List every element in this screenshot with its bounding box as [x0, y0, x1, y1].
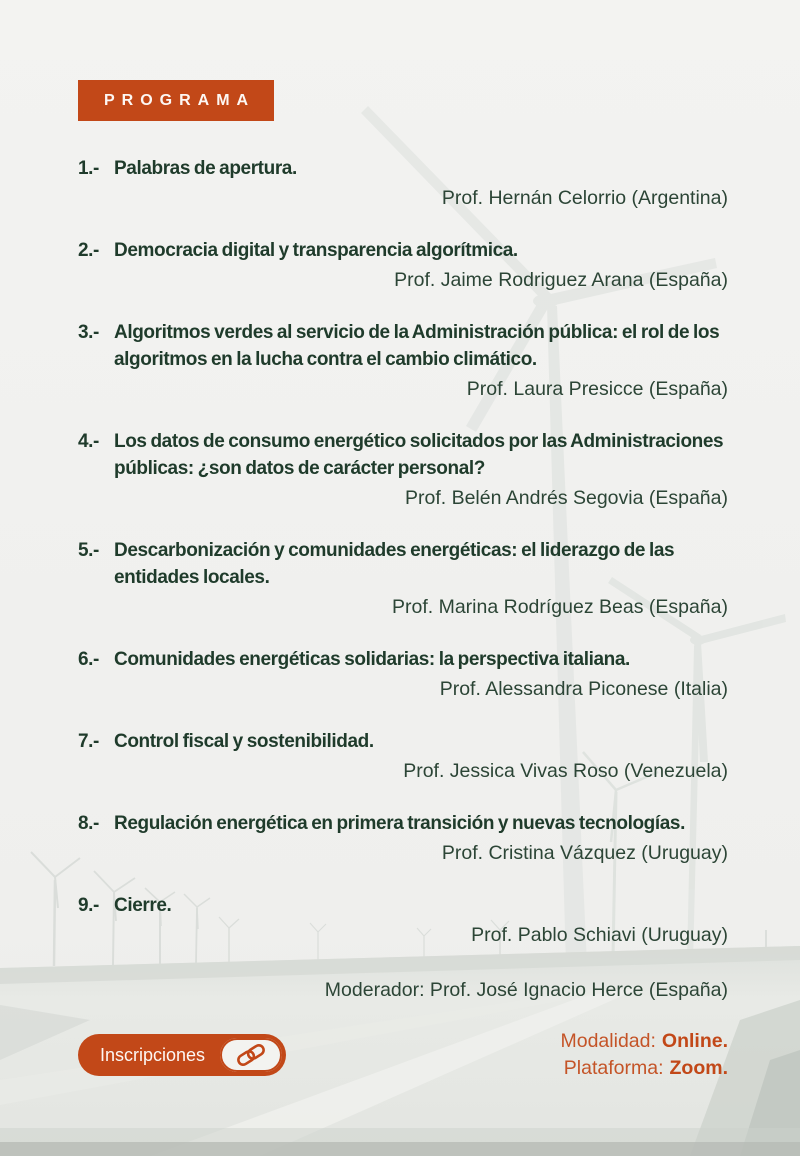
- modality-info: [561, 1028, 729, 1082]
- item-number: 3.-: [78, 322, 99, 343]
- modality-value: Online.: [661, 1030, 728, 1052]
- item-number: 8.-: [78, 813, 99, 834]
- link-icon-pill: [220, 1038, 282, 1072]
- platform-value: Zoom.: [669, 1057, 728, 1079]
- footer-row: [78, 1028, 728, 1082]
- item-title: [78, 155, 728, 182]
- program-item-2: [78, 237, 728, 294]
- program-item-1: [78, 155, 728, 212]
- item-speaker: Prof. Cristina Vázquez (Uruguay): [441, 842, 728, 864]
- program-item-8: [78, 810, 728, 867]
- item-title-text: Palabras de apertura.: [114, 158, 297, 179]
- item-number: 6.-: [78, 649, 99, 670]
- item-speaker: Prof. Marina Rodríguez Beas (España): [392, 596, 728, 618]
- item-title-text: Control fiscal y sostenibilidad.: [114, 731, 374, 752]
- item-title: [78, 237, 728, 264]
- platform-label: Plataforma:: [563, 1057, 664, 1079]
- item-title-text: Los datos de consumo energético solicitados por las Administraciones públicas: ¿son datos de carácter personal?: [114, 431, 724, 479]
- item-speaker: Prof. Hernán Celorrio (Argentina): [441, 187, 728, 209]
- item-number: 2.-: [78, 240, 99, 261]
- program-badge: PROGRAMA: [78, 80, 274, 121]
- item-title: [78, 319, 728, 373]
- platform-line: [561, 1055, 729, 1082]
- item-title-text: Algoritmos verdes al servicio de la Administración pública: el rol de los algoritmos en la lucha contra el cambio climático.: [114, 322, 720, 370]
- program-item-6: [78, 646, 728, 703]
- item-title-text: Comunidades energéticas solidarias: la perspectiva italiana.: [114, 649, 630, 670]
- item-title: [78, 537, 728, 591]
- item-speaker: Prof. Alessandra Piconese (Italia): [439, 678, 728, 700]
- item-speaker: Prof. Jaime Rodriguez Arana (España): [394, 269, 728, 291]
- item-title: [78, 892, 728, 919]
- program-item-3: [78, 319, 728, 403]
- item-speaker: Prof. Laura Presicce (España): [466, 378, 728, 400]
- program-list: [78, 155, 728, 949]
- item-number: 4.-: [78, 431, 99, 452]
- program-item-4: [78, 428, 728, 512]
- chain-link-icon: [234, 1043, 268, 1067]
- inscriptions-button[interactable]: [78, 1034, 286, 1076]
- item-speaker: Prof. Jessica Vivas Roso (Venezuela): [403, 760, 728, 782]
- item-title: [78, 728, 728, 755]
- item-number: 9.-: [78, 895, 99, 916]
- item-title-text: Cierre.: [114, 895, 172, 916]
- item-title-text: Democracia digital y transparencia algorítmica.: [114, 240, 518, 261]
- item-title-text: Descarbonización y comunidades energéticas: el liderazgo de las entidades locales.: [114, 540, 675, 588]
- item-speaker: Prof. Pablo Schiavi (Uruguay): [471, 924, 728, 946]
- modality-line: [561, 1028, 729, 1055]
- item-number: 5.-: [78, 540, 99, 561]
- item-title: [78, 810, 728, 837]
- inscriptions-label: Inscripciones: [100, 1044, 206, 1065]
- modality-label: Modalidad:: [560, 1030, 656, 1052]
- item-number: 1.-: [78, 158, 99, 179]
- item-title: [78, 428, 728, 482]
- item-speaker: Prof. Belén Andrés Segovia (España): [404, 487, 728, 509]
- program-item-9: [78, 892, 728, 949]
- program-item-5: [78, 537, 728, 621]
- item-title-text: Regulación energética en primera transición y nuevas tecnologías.: [114, 813, 685, 834]
- program-item-7: [78, 728, 728, 785]
- item-title: [78, 646, 728, 673]
- moderator-line: Moderador: Prof. José Ignacio Herce (España): [324, 979, 728, 1001]
- item-number: 7.-: [78, 731, 99, 752]
